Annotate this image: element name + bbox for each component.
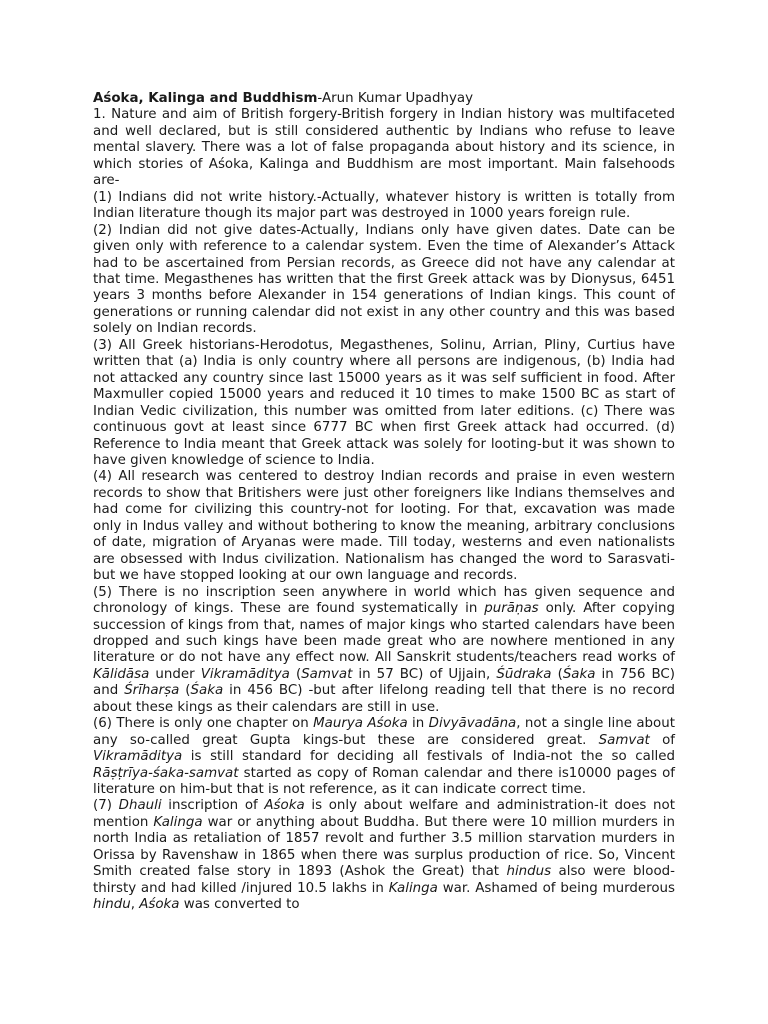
p6-italic: Samvat bbox=[598, 732, 650, 748]
p5-italic: Vikramāditya bbox=[200, 666, 290, 682]
p6-italic: Divyāvadāna bbox=[428, 716, 517, 732]
p5-text: ( bbox=[289, 666, 302, 682]
p5-text: in 57 BC) of Ujjain, bbox=[352, 666, 497, 682]
p6-italic: Vikramāditya bbox=[93, 749, 183, 765]
p5-italic: purāṇas bbox=[484, 601, 539, 617]
document-page bbox=[93, 91, 675, 914]
document-author: -Arun Kumar Upadhyay bbox=[317, 91, 473, 106]
title-line bbox=[93, 91, 675, 107]
p7-italic: Aśoka bbox=[264, 798, 305, 814]
p7-italic: Dhauli bbox=[118, 798, 162, 814]
p7-text: was converted to bbox=[179, 897, 300, 913]
paragraph-falsehood-2: (2) Indian did not give dates-Actually, Indians only have given dates. Date can be given only with reference to a calendar system. Even the time of Alexander’s Attack had to be ascertained from Persian records, as Greece did not have any calendar at that time. Megasthenes has written that the first Greek attack was by Dionysus, 6451 years 3 months before Alexander in 154 generations of Indian kings. This count of generations or running calendar did not exist in any other country and this was based solely on Indian records. bbox=[93, 222, 675, 337]
p5-text: only. After copying succession of kings from that, names of major kings who started calendars have been dropped and such kings have been made great who are nowhere mentioned in any literature or do not have any effect now. All Sanskrit students/teachers read works of bbox=[93, 601, 675, 666]
p6-italic: Rāṣṭrīya-śaka-samvat bbox=[93, 765, 239, 781]
p7-text: , bbox=[130, 897, 140, 913]
p5-text: under bbox=[149, 666, 201, 682]
p5-text: ( bbox=[179, 683, 191, 699]
p5-italic: Śrīharṣa bbox=[124, 683, 180, 699]
p5-italic: Śaka bbox=[190, 683, 224, 699]
p7-text: (7) bbox=[93, 798, 119, 814]
paragraph-falsehood-7 bbox=[93, 798, 675, 913]
p7-italic: hindu bbox=[93, 897, 131, 913]
p5-text: (5) There is no inscription seen anywhere in world which has given sequence and chronology of kings. These are found systematically in bbox=[93, 584, 675, 617]
p6-italic: Maurya Aśoka bbox=[313, 716, 408, 732]
p5-text: in 456 BC) -but after lifelong reading tell that there is no record about these kings as their calendars are still in use. bbox=[93, 683, 675, 715]
p7-italic: Kalinga bbox=[388, 880, 438, 896]
p7-italic: Aśoka bbox=[139, 897, 180, 913]
p7-italic: hindus bbox=[506, 864, 552, 880]
p5-text: ( bbox=[551, 666, 563, 682]
p5-italic: Śūdraka bbox=[496, 666, 552, 682]
p5-italic: Samvat bbox=[301, 666, 353, 682]
p6-text: , not a single line about any so-called great Gupta kings-but these are considered great. bbox=[93, 716, 675, 748]
p7-text: inscription of bbox=[161, 798, 265, 814]
p7-text: war or anything about Buddha. But there were 10 million murders in north India as retaliation of 1857 revolt and further 3.5 million starvation murders in Orissa by Ravenshaw in 1865 when there was surplus production of rice. So, Vincent Smith created false story in 1893 (Ashok the Great) that bbox=[93, 814, 675, 880]
p6-text: is still standard for deciding all festivals of India-not the so called bbox=[182, 749, 675, 765]
p5-text: in 756 BC) and bbox=[93, 666, 675, 699]
paragraph-falsehood-3: (3) All Greek historians-Herodotus, Megasthenes, Solinu, Arrian, Pliny, Curtius have written that (a) India is only country where all persons are indigenous, (b) India had not attacked any country since last 15000 years as it was self sufficient in food. After Maxmuller copied 15000 years and reduced it 10 times to make 1500 BC as start of Indian Vedic civilization, this number was omitted from later editions. (c) There was continuous govt at least since 6777 BC when first Greek attack had occurred. (d) Reference to India meant that Greek attack was solely for looting-but it was shown to have given knowledge of science to India. bbox=[93, 337, 675, 468]
paragraph-falsehood-6 bbox=[93, 716, 675, 798]
paragraph-falsehood-4: (4) All research was centered to destroy Indian records and praise in even western records to show that Britishers were just other foreigners like Indians themselves and had come for civilizing this country-not for looting. For that, excavation was made only in Indus valley and without bothering to know the meaning, arbitrary conclusions of date, migration of Aryanas were made. Till today, westerns and even nationalists are obsessed with Indus civilization. Nationalism has changed the word to Sarasvati-but we have stopped looking at our own language and records. bbox=[93, 469, 675, 584]
p7-italic: Kalinga bbox=[153, 814, 203, 830]
paragraph-falsehood-5 bbox=[93, 585, 675, 717]
p7-text: is only about welfare and administration-it does not mention bbox=[93, 798, 675, 830]
p7-text: war. Ashamed of being murderous bbox=[437, 880, 676, 896]
p6-text: started as copy of Roman calendar and there is10000 pages of literature on him-but that is not reference, as it can indicate correct time. bbox=[93, 765, 675, 798]
document-title: Aśoka, Kalinga and Buddhism bbox=[93, 91, 318, 106]
p6-text: (6) There is only one chapter on bbox=[93, 716, 314, 732]
paragraph-1: 1. Nature and aim of British forgery-British forgery in Indian history was multifaceted and well declared, but is still considered authentic by Indians who refuse to leave mental slavery. There was a lot of false propaganda about history and its science, in which stories of Aśoka, Kalinga and Buddhism are most important. Main falsehoods are- bbox=[93, 107, 675, 189]
p6-text: of bbox=[649, 732, 675, 748]
p5-italic: Kālidāsa bbox=[93, 666, 150, 682]
p7-text: also were blood-thirsty and had killed /injured 10.5 lakhs in bbox=[93, 864, 675, 896]
p5-italic: Śaka bbox=[562, 666, 596, 682]
p6-text: in bbox=[407, 716, 429, 732]
paragraph-falsehood-1: (1) Indians did not write history.-Actually, whatever history is written is totally from Indian literature though its major part was destroyed in 1000 years foreign rule. bbox=[93, 189, 675, 222]
